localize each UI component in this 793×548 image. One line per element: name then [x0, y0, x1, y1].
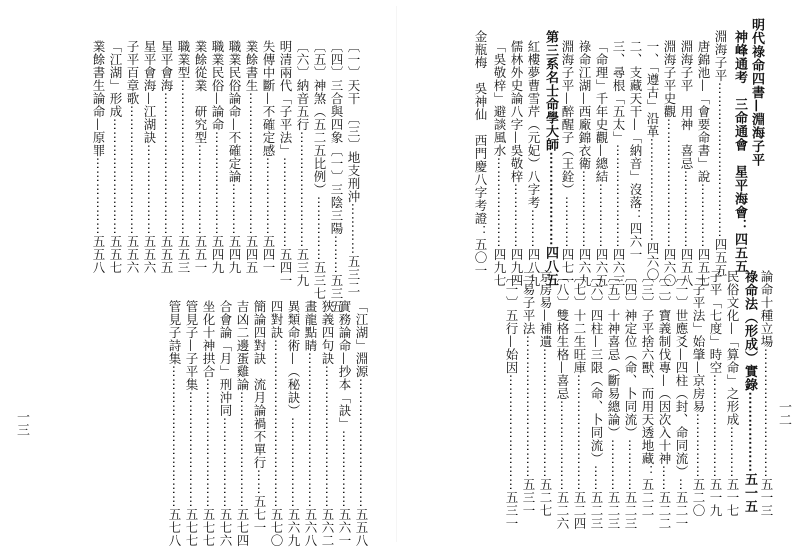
toc-entry: 「子平法」始肇—京房易⋯⋯⋯⋯⋯五二〇 [691, 270, 706, 517]
toc-entry: 〔五〕十神喜忌（斷易總論）⋯⋯⋯⋯五二三 [606, 270, 621, 530]
toc-entry: 職業型⋯⋯⋯⋯⋯⋯⋯⋯⋯⋯⋯⋯五五三 [176, 40, 191, 274]
toc-entry: 星平會海—江湖訣⋯⋯⋯⋯⋯⋯⋯五五六 [142, 40, 157, 274]
toc-entry: 「江湖」形成⋯⋯⋯⋯⋯⋯⋯⋯⋯五五七 [108, 40, 123, 274]
toc-entry: 紅樓夢曹雪芹（元妃）八字考⋯⋯⋯四八九 [526, 40, 541, 287]
toc-entry: 管見子詩集⋯⋯⋯⋯⋯⋯⋯⋯⋯⋯⋯五七八 [167, 300, 182, 547]
toc-entry: 職業民俗—論命⋯⋯⋯⋯⋯⋯⋯⋯五四九 [210, 40, 225, 274]
toc-entry: 〔四〕三合與四象〔一〕三陰三陽⋯⋯⋯五三五 [329, 40, 344, 313]
toc-entry: 三易子平法⋯⋯⋯⋯⋯⋯⋯⋯⋯⋯⋯五三一 [521, 270, 536, 517]
toc-entry: 畫龍點睛⋯⋯⋯⋯⋯⋯⋯⋯⋯⋯⋯⋯五六八 [303, 300, 318, 547]
toc-entry: 儒林外史論八字—吳敬梓⋯⋯⋯⋯⋯四九四 [509, 40, 524, 287]
toc-entry: 職業民俗論命—不確定論⋯⋯⋯⋯五四九 [227, 40, 242, 274]
toc-section-heading: 第三系名士命學大師⋯⋯⋯⋯⋯⋯⋯四八五 [543, 30, 558, 287]
toc-entry: 吉凶二邊蛋雞論⋯⋯⋯⋯⋯⋯⋯⋯⋯五七四 [235, 300, 250, 547]
toc-entry: 狹義四句訣⋯⋯⋯⋯⋯⋯⋯⋯⋯⋯⋯五六二 [320, 300, 335, 547]
toc-subheading: 神峰通考 三命通會 星平海會：四五五 [732, 30, 747, 273]
toc-entry: 「吳敬梓」避談風水⋯⋯⋯⋯⋯⋯⋯四九七 [492, 40, 507, 287]
toc-entry: 淵海子平⋯⋯⋯⋯⋯⋯⋯⋯⋯⋯⋯⋯四五五 [713, 30, 728, 277]
toc-entry: 〔一〕世應爻—四柱（封、命同流）⋯五二一 [674, 270, 689, 530]
toc-entry: 京房易—補遺⋯⋯⋯⋯⋯⋯⋯⋯⋯⋯五二七 [538, 270, 553, 517]
right-page-number: 一二 [776, 400, 791, 426]
toc-entry: 業餘從業 研究型⋯⋯⋯⋯⋯⋯⋯五五一 [193, 40, 208, 274]
toc-entry: 二、支藏天干—「納音」沒落：四六一 [628, 40, 643, 261]
toc-entry: 淵海子平—醉醒子（王銓）⋯⋯⋯⋯四七一 [560, 40, 575, 287]
toc-entry: 一、「遵古」沿革⋯⋯⋯⋯⋯⋯⋯⋯四六〇 [645, 40, 660, 281]
toc-entry: 民俗文化—「算命」之形成⋯⋯⋯⋯五一七 [725, 270, 740, 517]
toc-entry: 〔六〕四柱—三限（命、卜同流）⋯⋯五二三 [589, 270, 604, 530]
page-gutter [396, 6, 397, 542]
toc-heading: 明代祿命四書—淵海子平 [749, 18, 764, 167]
toc-entry: 〔五〕神煞（五二五比例）⋯⋯⋯⋯⋯五三七 [312, 40, 327, 300]
toc-entry: 異類命術—（秘訣）⋯⋯⋯⋯⋯⋯⋯五六九 [286, 300, 301, 547]
toc-entry: 〔一〕天干 〔三〕地支刑沖⋯⋯⋯⋯五三二 [346, 40, 361, 294]
toc-entry: 明清兩代「子平法」⋯⋯⋯⋯⋯⋯⋯五四一 [278, 40, 293, 287]
toc-entry: 星平會海⋯⋯⋯⋯⋯⋯⋯⋯⋯⋯⋯五五五 [159, 40, 174, 274]
toc-entry: 論命十種立場⋯⋯⋯⋯⋯⋯⋯⋯⋯⋯五一三 [759, 270, 774, 517]
toc-entry: 子平百章歌⋯⋯⋯⋯⋯⋯⋯⋯⋯⋯五五六 [125, 40, 140, 274]
toc-entry: 實務論命—抄本「訣」⋯⋯⋯⋯⋯⋯五六一 [337, 300, 352, 547]
toc-entry: 〔八〕雙格生格—喜忌⋯⋯⋯⋯⋯⋯⋯五二六 [555, 270, 570, 530]
toc-entry: 業餘書生⋯⋯⋯⋯⋯⋯⋯⋯⋯⋯⋯五四五 [244, 40, 259, 274]
toc-entry: 坐化十神拱合⋯⋯⋯⋯⋯⋯⋯⋯⋯⋯五七七 [201, 300, 216, 547]
toc-entry: 〔六〕納音五行⋯⋯⋯⋯⋯⋯⋯⋯⋯五三九 [295, 40, 310, 287]
toc-entry: 〔四〕神定位（命、卜同流）⋯⋯⋯⋯五二三 [623, 270, 638, 530]
toc-entry: 「江湖」淵源⋯⋯⋯⋯⋯⋯⋯⋯⋯⋯五五八 [354, 300, 369, 547]
toc-entry: 管見子—子平集⋯⋯⋯⋯⋯⋯⋯⋯⋯五七七 [184, 300, 199, 547]
toc-entry: 合會論「月」刑沖同⋯⋯⋯⋯⋯⋯⋯五七六 [218, 300, 233, 547]
left-page-number: 一三 [14, 410, 29, 436]
toc-entry: 業餘書生論命—原罪⋯⋯⋯⋯⋯⋯五五八 [91, 40, 106, 274]
toc-entry: 〔七〕十二生旺庫⋯⋯⋯⋯⋯⋯⋯⋯⋯五二四 [572, 270, 587, 530]
toc-entry: 金瓶梅 吳神仙 西門慶八字考證：五〇一 [473, 30, 488, 277]
toc-entry: 〔一〕五行—始因⋯⋯⋯⋯⋯⋯⋯⋯⋯五三一 [504, 270, 519, 530]
toc-entry: 四對訣⋯⋯⋯⋯⋯⋯⋯⋯⋯⋯⋯⋯⋯五七〇 [269, 300, 284, 547]
toc-entry: 三、尋根「五太」⋯⋯⋯⋯⋯⋯⋯⋯四六三 [611, 40, 626, 287]
toc-section-heading: 祿命法（形成）實錄⋯⋯⋯⋯⋯⋯五一五 [742, 270, 757, 513]
toc-entry: 失傳中斷—不確定感⋯⋯⋯⋯⋯⋯五四一 [261, 40, 276, 274]
toc-entry: 唐錦池—「會要命書」說⋯⋯⋯⋯⋯四五七 [696, 40, 711, 287]
toc-entry: 〔三〕子平捨六獸、而用天透地藏：五二二 [640, 270, 655, 517]
toc-entry: 「命理」千年史觀—總結⋯⋯⋯⋯⋯四六五 [594, 40, 609, 287]
toc-entry: 子平「七度」時空⋯⋯⋯⋯⋯⋯⋯⋯五一九 [708, 270, 723, 517]
toc-entry: 祿命江湖—西廠錦衣衛⋯⋯⋯⋯⋯⋯四六九 [577, 40, 592, 287]
toc-entry: 淵海子平 用神 喜忌⋯⋯⋯⋯⋯⋯四五八 [679, 40, 694, 287]
toc-entry: 〔二〕寶義制伐專—（因次入十神⋯⋯五二二 [657, 270, 672, 530]
toc-entry: 淵海子平史觀⋯⋯⋯⋯⋯⋯⋯⋯⋯⋯四六〇 [662, 40, 677, 287]
toc-entry: 簡論四對訣 流月論禍不單行⋯⋯五七一 [252, 300, 267, 534]
